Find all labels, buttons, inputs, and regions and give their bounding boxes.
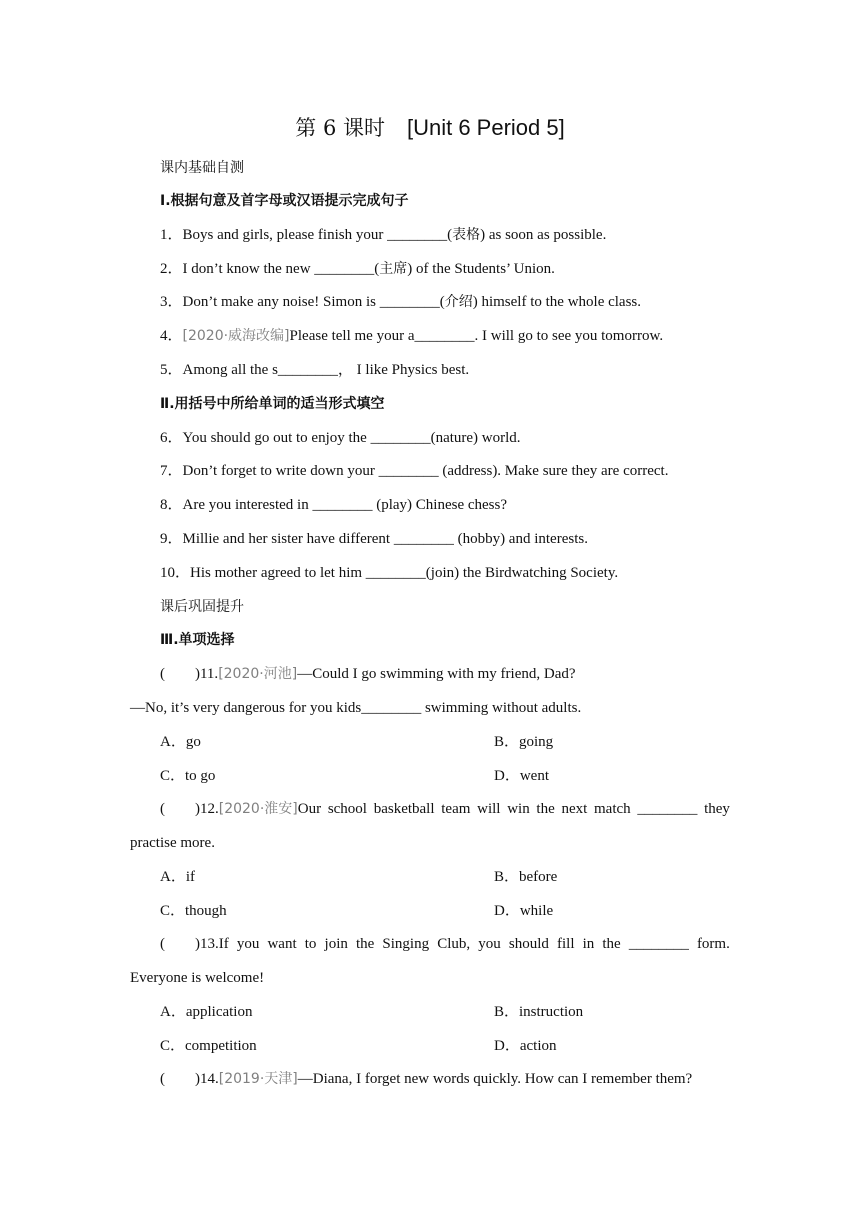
part3-heading: Ⅲ.单项选择 — [160, 632, 235, 648]
question-7: 7．Don’t forget to write down your ________ (address). Make sure they are correct. — [160, 463, 669, 479]
question-13-option-c: C．competition — [160, 1038, 257, 1054]
question-12: ( )12. [2020·淮安] Our school basketball team will win the next match ________ they — [160, 801, 730, 817]
part2-heading: Ⅱ.用括号中所给单词的适当形式填空 — [160, 396, 385, 412]
question-5: 5．Among all the s________， I like Physics best. — [160, 362, 470, 378]
question-11-option-c: C．to go — [160, 768, 216, 784]
section-after-class: 课后巩固提升 — [160, 599, 244, 615]
title-unit: [Unit 6 Period 5] — [406, 115, 565, 140]
question-1: 1．Boys and girls, please finish your ________(表格) as soon as possible. — [160, 227, 607, 243]
question-13-option-b: B．instruction — [494, 1004, 584, 1020]
question-13-option-d: D．action — [494, 1038, 557, 1054]
question-4-source: [2020·威海改编] — [182, 328, 290, 344]
question-11-option-a: A．go — [160, 734, 201, 750]
question-3: 3．Don’t make any noise! Simon is ________(介绍) himself to the whole class. — [160, 294, 642, 310]
question-12-cont: practise more. — [130, 835, 215, 851]
question-12-option-b: B．before — [494, 869, 558, 885]
question-11-option-d: D．went — [494, 768, 549, 784]
question-13-cont: Everyone is welcome! — [130, 970, 265, 986]
question-12-option-a: A．if — [160, 869, 195, 885]
question-10: 10．His mother agreed to let him ________(join) the Birdwatching Society. — [160, 565, 619, 581]
section-in-class: 课内基础自测 — [160, 160, 244, 176]
question-11-line2: —No, it’s very dangerous for you kids________ swimming without adults. — [130, 700, 582, 716]
question-4: 4．[2020·威海改编]Please tell me your a________. I will go to see you tomorrow. — [160, 328, 664, 344]
question-2: 2．I don’t know the new ________(主席) of the Students’ Union. — [160, 261, 555, 277]
question-13-option-a: A．application — [160, 1004, 253, 1020]
question-11-option-b: B．going — [494, 734, 554, 750]
question-12-option-c: C．though — [160, 903, 227, 919]
part1-heading: Ⅰ.根据句意及首字母或汉语提示完成句子 — [160, 193, 409, 209]
question-11-source: [2020·河池] — [218, 666, 298, 682]
question-12-option-d: D．while — [494, 903, 554, 919]
question-14-source: [2019·天津] — [218, 1071, 298, 1087]
question-11: ( )11.[2020·河池]—Could I go swimming with my friend, Dad? — [160, 666, 576, 682]
title-lesson: 第 6 课时 — [295, 116, 385, 140]
page-title — [0, 112, 860, 142]
question-14: ( )14.[2019·天津]—Diana, I forget new words quickly. How can I remember them? — [160, 1071, 693, 1087]
question-12-source: [2020·淮安] — [218, 801, 298, 817]
question-6: 6．You should go out to enjoy the ________(nature) world. — [160, 430, 521, 446]
question-8: 8．Are you interested in ________ (play) Chinese chess? — [160, 497, 507, 513]
question-13: ( )13. If you want to join the Singing Club, you should fill in the ________ form. — [160, 936, 730, 952]
question-9: 9．Millie and her sister have different ________ (hobby) and interests. — [160, 531, 588, 547]
